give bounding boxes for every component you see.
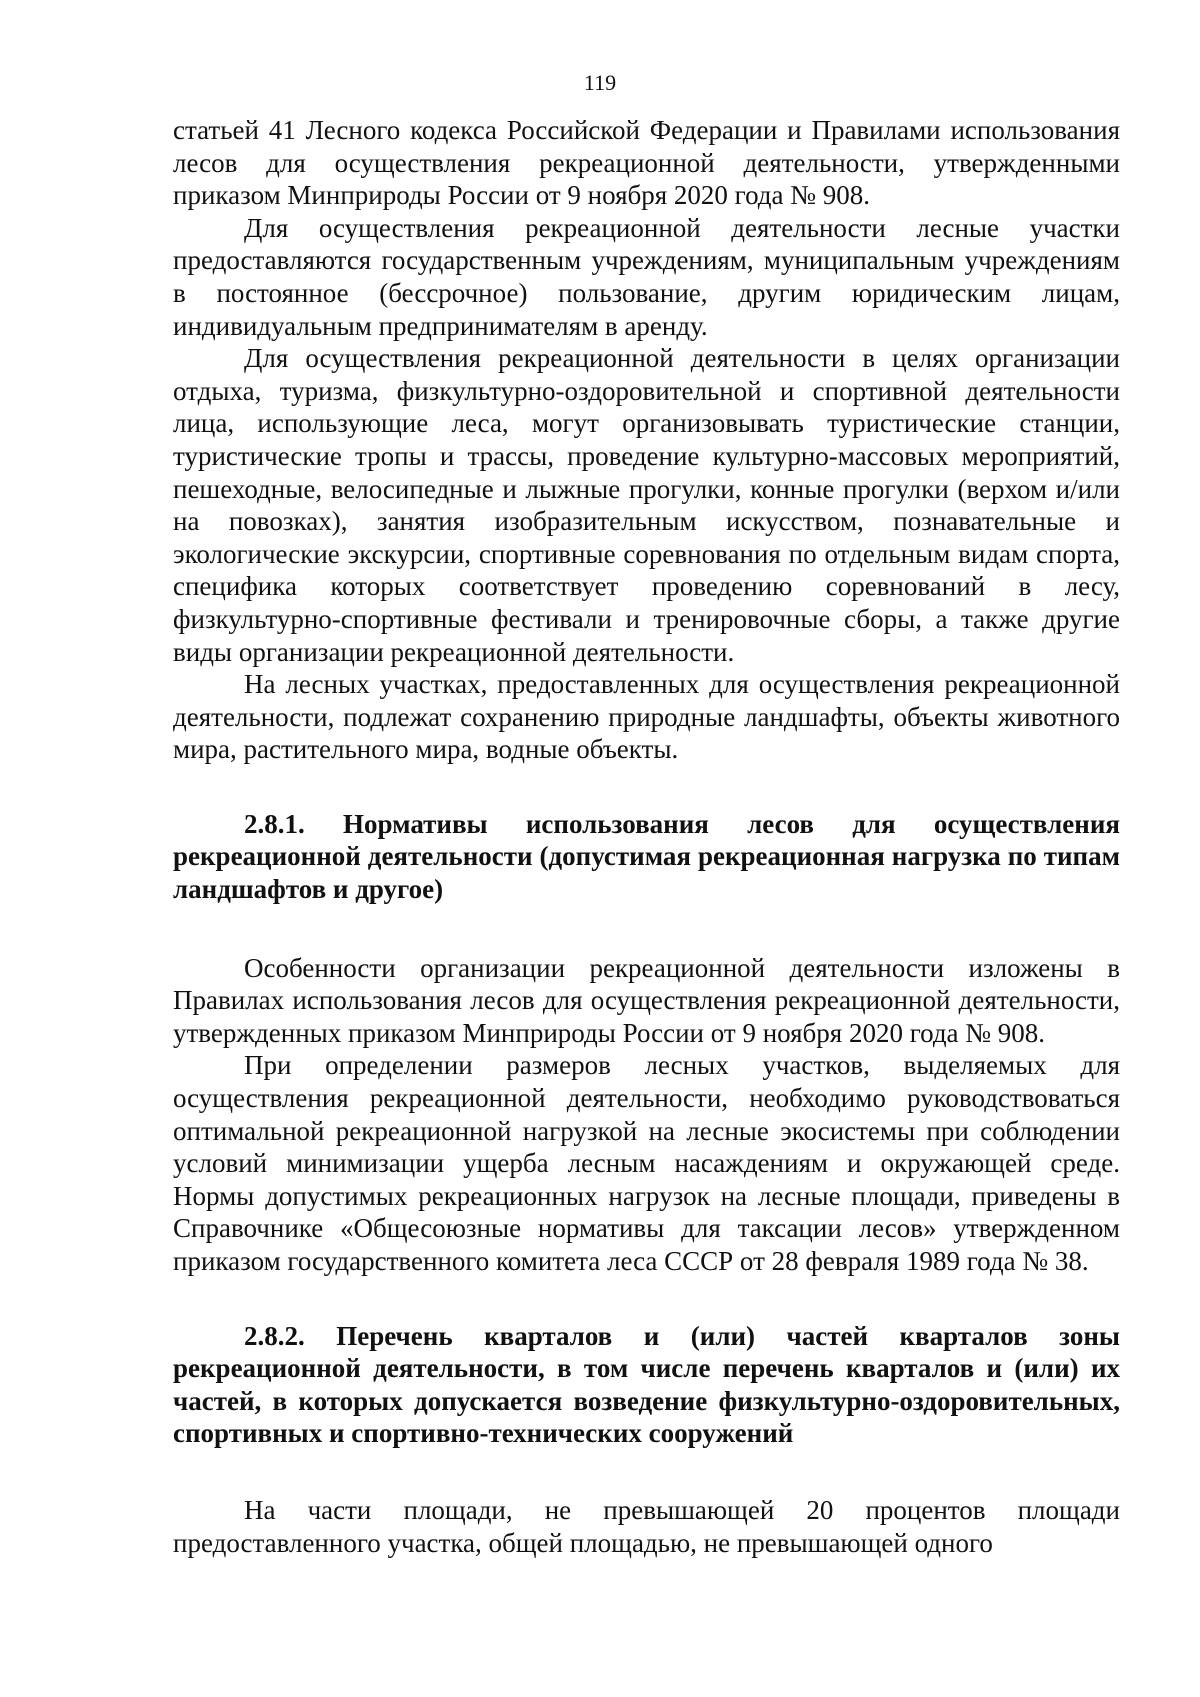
paragraph-land-provision: Для осуществления рекреационной деятельности лесные участки предоставляются государственным учреждениям, муниципальным учреждениям в постоянное (бессрочное) пользование, другим юридическим лицам, индивидуальным предпринимателям в аренду. bbox=[173, 212, 1120, 341]
paragraph-area-limit: На части площади, не превышающей 20 процентов площади предоставленного участка, общей площадью, не превышающей одного bbox=[173, 1494, 1120, 1558]
page-number: 119 bbox=[583, 70, 617, 95]
paragraph-preservation: На лесных участках, предоставленных для осуществления рекреационной деятельности, подлежат сохранению природные ландшафты, объекты животного мира, растительного мира, водные объекты. bbox=[173, 669, 1120, 765]
section-heading-2-8-2: 2.8.2. Перечень кварталов и (или) частей кварталов зоны рекреационной деятельности, в том числе перечень кварталов и (или) их частей, в которых допускается возведение физкультурно-оздоровительных, спортивных и спортивно-технических сооружений bbox=[173, 1320, 1120, 1449]
paragraph-load-norms: При определении размеров лесных участков, выделяемых для осуществления рекреационной деятельности, необходимо руководствоваться оптимальной рекреационной нагрузкой на лесные экосистемы при соблюдении условий минимизации ущерба лесным насаждениям и окружающей среде. Нормы допустимых рекреационных нагрузок на лесные площади, приведены в Справочнике «Общесоюзные нормативы для таксации лесов» утвержденном приказом государственного комитета леса СССР от 28 февраля 1989 года № 38. bbox=[173, 1050, 1120, 1276]
paragraph-recreation-activities: Для осуществления рекреационной деятельности в целях организации отдыха, туризма, физкультурно-оздоровительной и спортивной деятельности лица, использующие леса, могут организовывать туристические станции, туристические тропы и трассы, проведение культурно-массовых мероприятий, пешеходные, велосипедные и лыжные прогулки, конные прогулки (верхом и/или на повозках), занятия изобразительным искусством, познавательные и экологические экскурсии, спортивные соревнования по отдельным видам спорта, специфика которых соответствует проведению соревнований в лесу, физкультурно-спортивные фестивали и тренировочные сборы, а также другие виды организации рекреационной деятельности. bbox=[173, 343, 1120, 667]
paragraph-rules-reference: Особенности организации рекреационной деятельности изложены в Правилах использования лесов для осуществления рекреационной деятельности, утвержденных приказом Минприроды России от 9 ноября 2020 года № 908. bbox=[173, 952, 1120, 1048]
paragraph-continuation: статьей 41 Лесного кодекса Российской Федерации и Правилами использования лесов для осуществления рекреационной деятельности, утвержденными приказом Минприроды России от 9 ноября 2020 года № 908. bbox=[173, 115, 1120, 211]
section-heading-2-8-1: 2.8.1. Нормативы использования лесов для осуществления рекреационной деятельности (допустимая рекреационная нагрузка по типам ландшафтов и другое) bbox=[173, 808, 1120, 905]
document-body bbox=[173, 114, 1120, 1559]
